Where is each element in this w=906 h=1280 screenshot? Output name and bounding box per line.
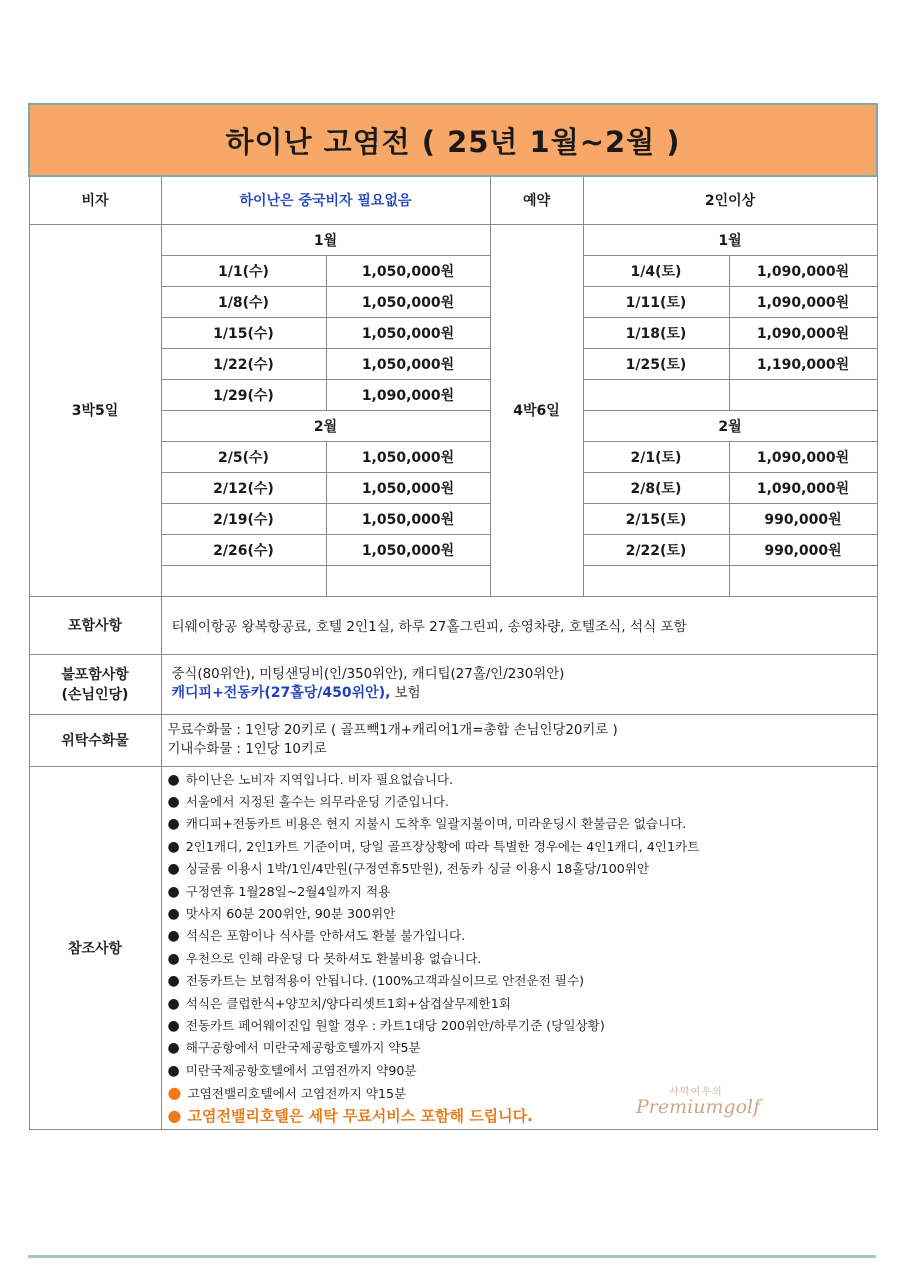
- plan-a-date: 1/1(수): [161, 255, 326, 286]
- notes-item-orange: ● 고염전밸리호텔에서 고염전까지 약15분: [167, 1083, 407, 1103]
- bullet-icon: ●: [167, 928, 180, 945]
- plan-a-date: 2/12(수): [161, 472, 326, 503]
- bullet-icon: ●: [167, 1017, 180, 1034]
- plan-b-price: 1,190,000원: [729, 348, 877, 379]
- plan-a-date: 1/8(수): [161, 286, 326, 317]
- excluded-value: [161, 654, 877, 714]
- plan-a-date: 1/15(수): [161, 317, 326, 348]
- plan-b-price: 990,000원: [729, 503, 877, 534]
- visa-value: 하이난은 중국비자 필요없음: [161, 176, 490, 224]
- plan-a-price: 1,050,000원: [326, 534, 490, 565]
- price-sheet: [28, 103, 876, 1130]
- plan-a-date: 2/26(수): [161, 534, 326, 565]
- bullet-icon: ●: [167, 905, 180, 922]
- booking-value: 2인이상: [583, 176, 877, 224]
- plan-b-empty-cell: [583, 379, 729, 410]
- excluded-line2-highlight: 캐디피+전동카(27홀당/450위안),: [171, 685, 391, 701]
- plan-a-price: 1,050,000원: [326, 317, 490, 348]
- bullet-icon: ●: [167, 1040, 180, 1057]
- notes-item: ● 전동카트는 보험적용이 안됩니다. (100%고객과실이므로 안전운전 필수): [167, 973, 585, 990]
- notes-item: ● 우천으로 인해 라운딩 다 못하셔도 환불비용 없습니다.: [167, 950, 482, 967]
- plan-a-month1: 1월: [161, 224, 490, 255]
- excluded-label-line2: (손님인당): [61, 687, 129, 703]
- notes-item: ● 구정연휴 1월28일~2월4일까지 적용: [167, 883, 391, 900]
- plan-b-price: 1,090,000원: [729, 255, 877, 286]
- orange-bullet-icon: ●: [167, 1105, 182, 1125]
- plan-b-price: 1,090,000원: [729, 286, 877, 317]
- plan-b-date: 2/22(토): [583, 534, 729, 565]
- excluded-line1: 중식(80위안), 미팅샌딩비(인/350위안), 캐디팁(27홀/인/230위안): [171, 667, 565, 682]
- plan-b-price: 990,000원: [729, 534, 877, 565]
- bullet-icon: ●: [167, 1062, 180, 1079]
- plan-a-month2: 2월: [161, 410, 490, 441]
- bullet-icon: ●: [167, 950, 180, 967]
- plan-a-price: 1,090,000원: [326, 379, 490, 410]
- excluded-line2: [172, 684, 877, 703]
- notes-item: ● 전동카트 페어웨이진입 원할 경우 : 카트1대당 200위안/하루기준 (당일상황): [167, 1017, 605, 1034]
- bullet-icon: ●: [167, 793, 180, 810]
- plan-b-date: 2/1(토): [583, 441, 729, 472]
- watermark-line1: 사막여우의: [669, 1087, 723, 1098]
- included-label: 포함사항: [29, 596, 161, 654]
- bullet-icon: ●: [167, 883, 180, 900]
- plan-b-empty-cell: [729, 379, 877, 410]
- notes-item: ● 하이난은 노비자 지역입니다. 비자 필요없습니다.: [167, 771, 454, 788]
- page-title: 하이난 고염전 ( 25년 1월~2월 ): [29, 104, 877, 176]
- excluded-label-line1: 불포함사항: [61, 667, 129, 683]
- notes-item: ● 싱글룸 이용시 1박/1인/4만원(구정연휴5만원), 전동카 싱글 이용시 18홀당/100위안: [167, 861, 650, 878]
- plan-b-price: 1,090,000원: [729, 472, 877, 503]
- plan-b-date: 1/11(토): [583, 286, 729, 317]
- plan-b-label: 4박6일: [490, 224, 583, 596]
- plan-a-price: 1,050,000원: [326, 503, 490, 534]
- plan-b-date: 1/25(토): [583, 348, 729, 379]
- notes-item: ● 석식은 클럽한식+양꼬치/양다리셋트1회+삼겹살무제한1회: [167, 995, 511, 1012]
- notes-item-highlight: ● 고염전밸리호텔은 세탁 무료서비스 포함해 드립니다.: [167, 1105, 533, 1125]
- baggage-value: [161, 714, 877, 766]
- plan-a-price: 1,050,000원: [326, 286, 490, 317]
- plan-b-empty-cell: [583, 565, 729, 596]
- plan-a-date: 1/29(수): [161, 379, 326, 410]
- watermark-logo: [636, 1083, 761, 1118]
- price-table: [28, 103, 878, 1130]
- plan-a-date: 2/5(수): [161, 441, 326, 472]
- notes-item: ● 2인1캐디, 2인1카트 기준이며, 당일 골프장상황에 따라 특별한 경우에는 4인1캐디, 4인1카트: [167, 838, 700, 855]
- excluded-line2-rest: 보험: [390, 686, 421, 701]
- plan-a-label: 3박5일: [29, 224, 161, 596]
- plan-a-date: 2/19(수): [161, 503, 326, 534]
- bullet-icon: ●: [167, 995, 180, 1012]
- plan-b-date: 1/4(토): [583, 255, 729, 286]
- plan-a-price: 1,050,000원: [326, 472, 490, 503]
- plan-b-price: 1,090,000원: [729, 317, 877, 348]
- notes-item: ● 서울에서 지정된 홀수는 의무라운딩 기준입니다.: [167, 793, 450, 810]
- plan-b-empty-cell: [729, 565, 877, 596]
- notes-item: ● 맛사지 60분 200위안, 90분 300위안: [167, 905, 396, 922]
- excluded-label: [29, 654, 161, 714]
- orange-bullet-icon: ●: [167, 1083, 182, 1103]
- plan-a-price: 1,050,000원: [326, 348, 490, 379]
- baggage-label: 위탁수화물: [29, 714, 161, 766]
- plan-a-price: 1,050,000원: [326, 255, 490, 286]
- bullet-icon: ●: [167, 816, 180, 833]
- plan-b-price: 1,090,000원: [729, 441, 877, 472]
- baggage-line2: 기내수화물 : 1인당 10키로: [167, 742, 327, 757]
- notes-list: [161, 766, 877, 1130]
- plan-a-empty-cell: [161, 565, 326, 596]
- baggage-line1: 무료수화물 : 1인당 20키로 ( 골프빽1개+캐리어1개=총합 손님인당20키로 ): [167, 723, 618, 738]
- notes-label: 참조사항: [29, 766, 161, 1130]
- footer-divider: [28, 1255, 876, 1258]
- plan-a-date: 1/22(수): [161, 348, 326, 379]
- plan-b-date: 2/15(토): [583, 503, 729, 534]
- plan-a-empty-cell: [326, 565, 490, 596]
- booking-label: 예약: [490, 176, 583, 224]
- included-value: 티웨이항공 왕복항공료, 호텔 2인1실, 하루 27홀그린피, 송영차량, 호텔조식, 석식 포함: [161, 596, 877, 654]
- visa-label: 비자: [29, 176, 161, 224]
- bullet-icon: ●: [167, 973, 180, 990]
- plan-b-month1: 1월: [583, 224, 877, 255]
- plan-b-month2: 2월: [583, 410, 877, 441]
- plan-b-date: 1/18(토): [583, 317, 729, 348]
- bullet-icon: ●: [167, 838, 180, 855]
- notes-item: ● 해구공항에서 미란국제공항호텔까지 약5분: [167, 1040, 421, 1057]
- notes-item: ● 석식은 포함이나 식사를 안하셔도 환불 불가입니다.: [167, 928, 466, 945]
- plan-a-price: 1,050,000원: [326, 441, 490, 472]
- notes-item: ● 미란국제공항호텔에서 고염전까지 약90분: [167, 1062, 417, 1079]
- notes-item: ● 캐디피+전동카트 비용은 현지 지불시 도착후 일괄지불이며, 미라운딩시 환불금은 없습니다.: [167, 816, 687, 833]
- plan-b-date: 2/8(토): [583, 472, 729, 503]
- watermark-line2: Premiumgolf: [636, 1096, 761, 1118]
- bullet-icon: ●: [167, 861, 180, 878]
- bullet-icon: ●: [167, 771, 180, 788]
